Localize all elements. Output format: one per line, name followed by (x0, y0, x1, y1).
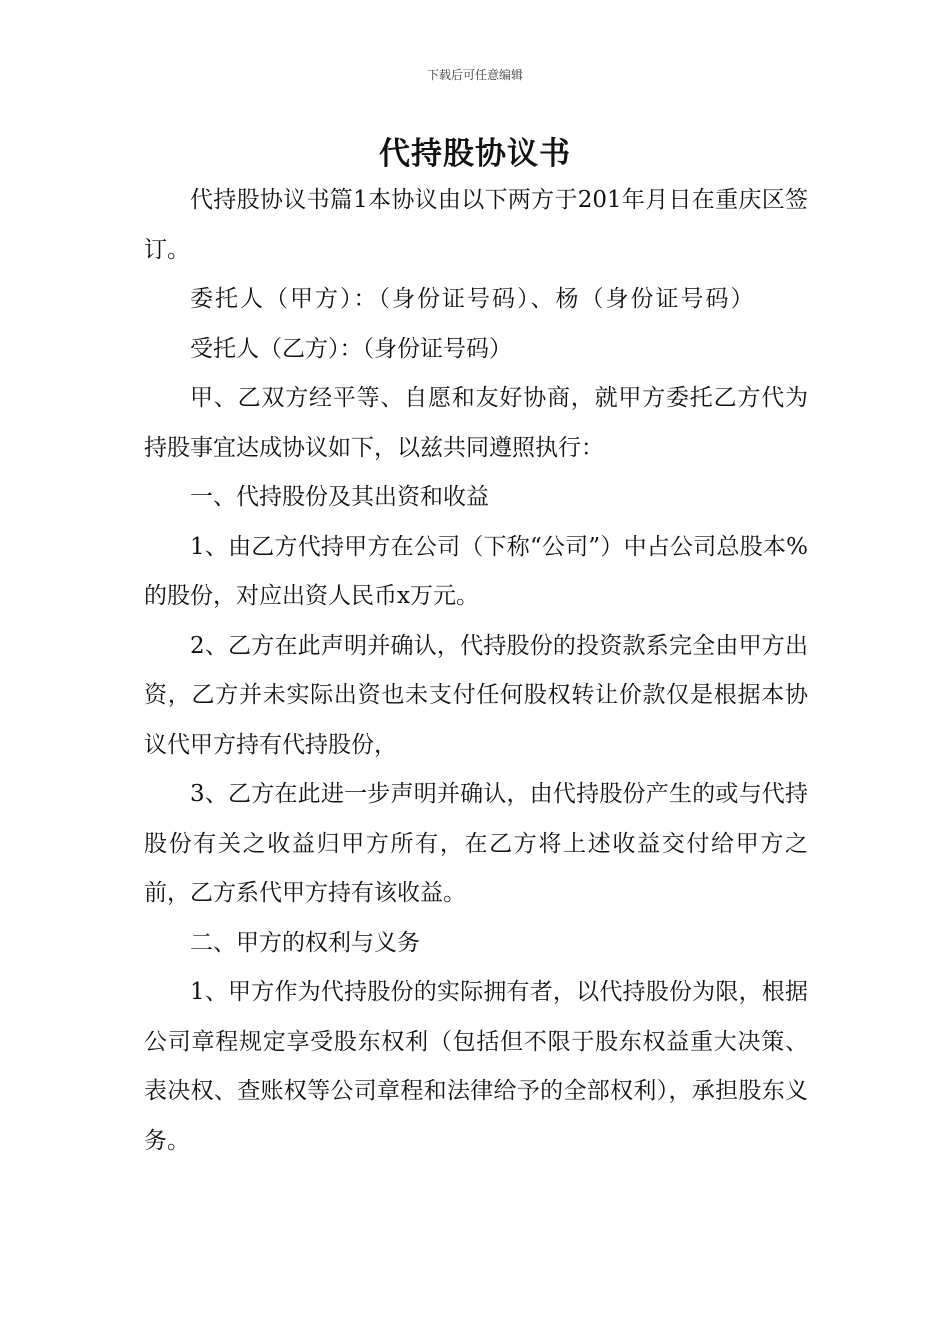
paragraph-intro: 代持股协议书篇1本协议由以下两方于201年月日在重庆区签订。 (144, 187, 808, 263)
section-heading-2: 二、甲方的权利与义务 (190, 929, 420, 956)
clause-1-3: 3、乙方在此进一步声明并确认，由代持股份产生的或与代持股份有关之收益归甲方所有，在乙方将上述收益交付给甲方之前，乙方系代甲方持有该收益。 (144, 781, 808, 906)
paragraph-preamble: 甲、乙双方经平等、自愿和友好协商，就甲方委托乙方代为持股事宜达成协议如下，以兹共同遵照执行： (144, 385, 808, 461)
header-note: 下载后可任意编辑 (426, 68, 523, 82)
clause-1-2: 2、乙方在此声明并确认，代持股份的投资款系完全由甲方出资，乙方并未实际出资也未支付任何股权转让价款仅是根据本协议代甲方持有代持股份， (144, 632, 808, 758)
document-body (144, 176, 808, 1166)
clause-2-1: 1、甲方作为代持股份的实际拥有者，以代持股份为限，根据公司章程规定享受股东权利（包括但不限于股东权益重大决策、表决权、查账权等公司章程和法律给予的全部权利），承担股东义务。 (144, 979, 808, 1154)
document-title: 代持股协议书 (379, 136, 571, 172)
clause-1-1: 1、由乙方代持甲方在公司（下称“公司”）中占公司总股本%的股份，对应出资人民币x万元。 (144, 533, 808, 609)
paragraph-principal: 委托人（甲方）：（身份证号码）、杨（身份证号码） (190, 286, 756, 312)
paragraph-agent: 受托人（乙方）：（身份证号码） (190, 335, 512, 362)
section-heading-1: 一、代持股份及其出资和收益 (190, 484, 489, 510)
